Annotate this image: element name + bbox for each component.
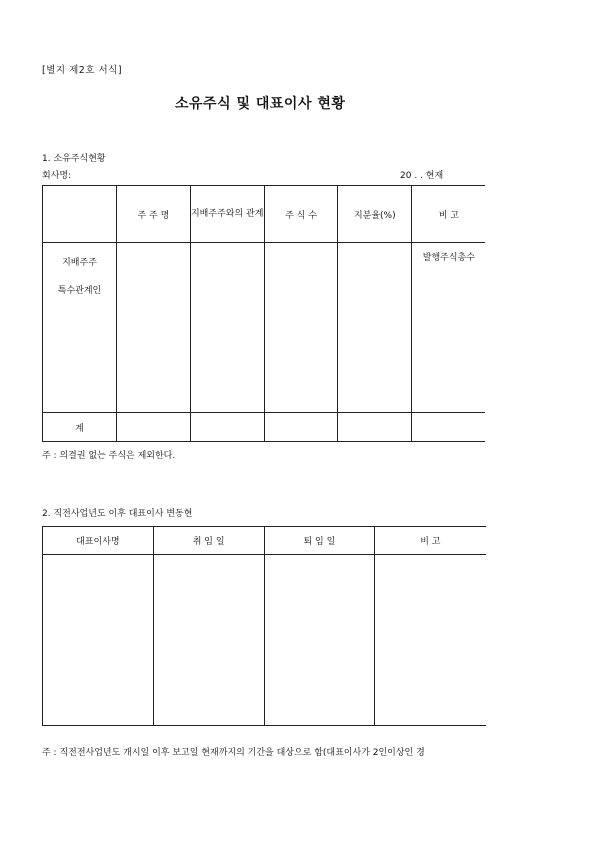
total-cell-share-count[interactable] <box>264 413 338 442</box>
header-relationship <box>190 186 264 243</box>
total-label: 계 <box>43 413 117 442</box>
table-row <box>43 555 486 726</box>
header-share-count: 주 식 수 <box>264 186 338 243</box>
cell-appointment-date[interactable] <box>153 555 264 726</box>
header-cell-blank <box>43 186 117 243</box>
header-relationship-text: 지배주주와의 관계 <box>190 209 264 219</box>
cell-remarks[interactable] <box>375 555 486 726</box>
header-remarks: 비 고 <box>375 527 486 555</box>
total-cell-ratio[interactable] <box>338 413 412 442</box>
table-header-row <box>43 186 486 243</box>
total-row <box>43 413 486 442</box>
section2-footnote: 주 : 직전전사업년도 개시일 이후 보고일 현재까지의 기간을 대상으로 함(대표이사가 2인이상인 경 <box>42 748 425 758</box>
row-label-related-party: 특수관계인 <box>57 286 102 296</box>
company-name-label: 회사명: <box>42 171 72 181</box>
form-number-label: [별지 제2호 서식] <box>42 65 123 76</box>
cell-ownership-ratio[interactable] <box>338 243 412 413</box>
as-of-date: 20 . . 현재 <box>400 171 444 181</box>
total-cell-remarks[interactable] <box>412 413 486 442</box>
table-row <box>43 243 486 413</box>
cell-share-count[interactable] <box>264 243 338 413</box>
section1-heading: 1. 소유주식현황 <box>42 154 106 164</box>
total-cell-shareholder[interactable] <box>117 413 191 442</box>
total-cell-relationship[interactable] <box>190 413 264 442</box>
row-label-controlling-shareholder: 지배주주 <box>62 258 97 268</box>
document-title: 소유주식 및 대표이사 현황 <box>175 96 346 112</box>
header-ceo-name: 대표이사명 <box>43 527 154 555</box>
header-resignation-date: 퇴 임 일 <box>264 527 375 555</box>
section2-heading: 2. 직전사업년도 이후 대표이사 변동현 <box>42 509 193 519</box>
section1-footnote: 주 : 의결권 없는 주식은 제외한다. <box>42 451 176 461</box>
table-header-row <box>43 527 486 555</box>
cell-ceo-name[interactable] <box>43 555 154 726</box>
cell-relationship[interactable] <box>190 243 264 413</box>
cell-remarks[interactable] <box>412 243 486 413</box>
header-ownership-ratio: 지분율(%) <box>338 186 412 243</box>
shareholding-table <box>42 185 485 442</box>
cell-resignation-date[interactable] <box>264 555 375 726</box>
header-appointment-date: 취 임 일 <box>153 527 264 555</box>
cell-shareholder-name[interactable] <box>117 243 191 413</box>
header-remarks: 비 고 <box>412 186 486 243</box>
remark-total-issued-shares: 발행주식총수 <box>422 253 475 263</box>
header-shareholder-name: 주 주 명 <box>117 186 191 243</box>
ceo-change-table <box>42 526 486 726</box>
row-labels-cell <box>43 243 117 413</box>
